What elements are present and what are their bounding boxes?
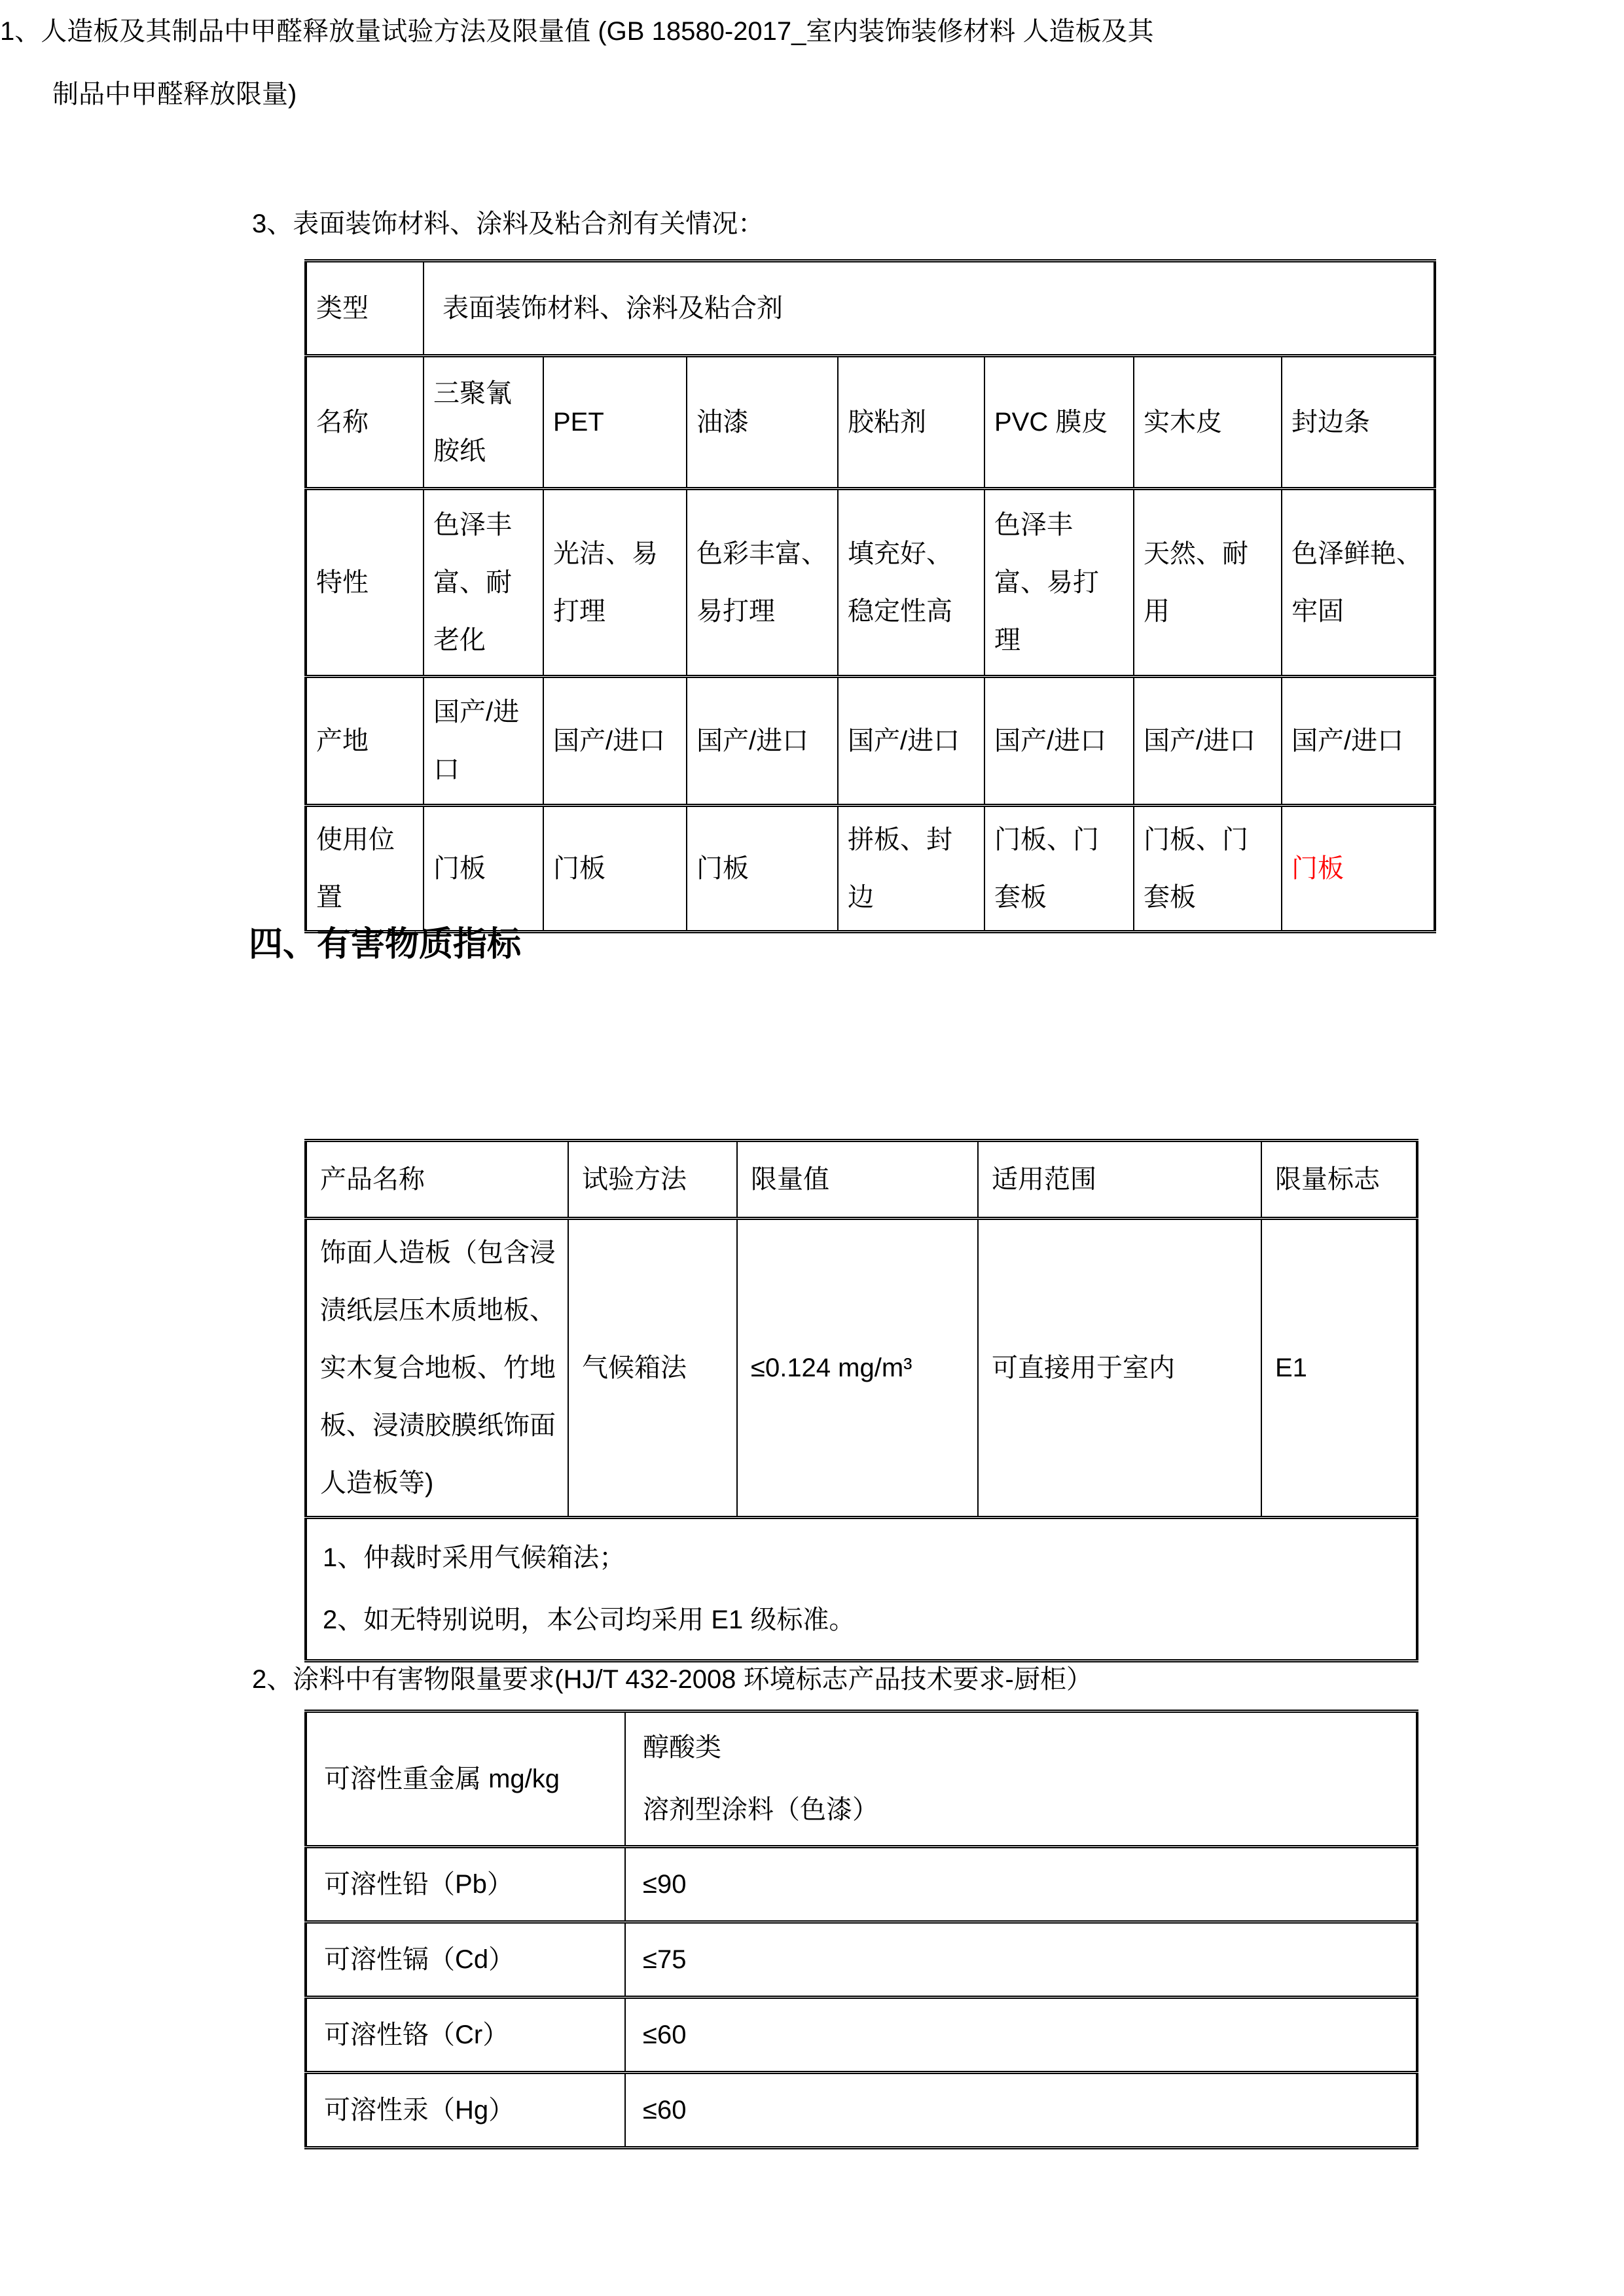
limit-cell: ≤0.124 mg/m³ xyxy=(737,1219,978,1518)
material-position-cell: 拼板、封边 xyxy=(838,806,984,932)
section4-heading: 四、有害物质指标 xyxy=(249,925,522,963)
table-row xyxy=(306,489,1435,677)
material-origin-cell: 国产/进口 xyxy=(1134,677,1282,806)
material-feature-cell: 色彩丰富、易打理 xyxy=(687,489,838,677)
material-origin-cell: 国产/进口 xyxy=(984,677,1134,806)
material-position-cell-highlighted: 门板 xyxy=(1282,806,1435,932)
material-feature-cell: 天然、耐用 xyxy=(1134,489,1282,677)
metal-value-cell: ≤75 xyxy=(625,1922,1417,1998)
metal-value-cell: ≤60 xyxy=(625,1998,1417,2073)
material-origin-cell: 国产/进口 xyxy=(1282,677,1435,806)
material-feature-cell: 色泽鲜艳、牢固 xyxy=(1282,489,1435,677)
material-feature-cell: 色泽丰富、耐老化 xyxy=(424,489,543,677)
metal-value-cell: ≤90 xyxy=(625,1847,1417,1922)
table-row xyxy=(306,261,1435,356)
coating-class-line: 醇酸类 xyxy=(643,1733,721,1762)
type-value: 表面装饰材料、涂料及粘合剂 xyxy=(424,261,1435,356)
material-feature-cell: 填充好、稳定性高 xyxy=(838,489,984,677)
material-feature-cell: 光洁、易打理 xyxy=(543,489,687,677)
material-position-cell: 门板 xyxy=(543,806,687,932)
note-line: 2、如无特别说明，本公司均采用 E1 级标准。 xyxy=(323,1605,856,1634)
para1-line1: 1、人造板及其制品中甲醛释放量试验方法及限量值 (GB 18580-2017_室内装饰装修材料 人造板及其 xyxy=(0,17,1154,46)
material-name-cell: 实木皮 xyxy=(1134,356,1282,489)
para1-line2: 制品中甲醛释放限量) xyxy=(52,80,297,109)
metal-value-cell: ≤60 xyxy=(625,2073,1417,2148)
mark-cell: E1 xyxy=(1261,1219,1417,1518)
para1-formaldehyde-standard xyxy=(0,0,1624,126)
col-header-scope: 适用范围 xyxy=(978,1141,1261,1219)
col-header-limit: 限量值 xyxy=(737,1141,978,1219)
table-row xyxy=(306,806,1435,932)
notes-cell xyxy=(306,1518,1417,1661)
note-line: 1、仲裁时采用气候箱法； xyxy=(323,1543,626,1572)
feature-row-header: 特性 xyxy=(306,489,424,677)
section3-title: 3、表面装饰材料、涂料及粘合剂有关情况： xyxy=(252,209,765,238)
material-position-cell: 门板、门套板 xyxy=(1134,806,1282,932)
metal-label-cell: 可溶性镉（Cd） xyxy=(306,1922,625,1998)
metal-label-cell: 可溶性铅（Pb） xyxy=(306,1847,625,1922)
table-header-row xyxy=(306,1141,1417,1219)
table-row xyxy=(306,2073,1417,2148)
col-header-method: 试验方法 xyxy=(568,1141,737,1219)
heavy-metals-table xyxy=(304,1710,1418,2149)
table-row xyxy=(306,1922,1417,1998)
material-name-cell: 三聚氰胺纸 xyxy=(424,356,543,489)
material-origin-cell: 国产/进口 xyxy=(543,677,687,806)
heavy-metal-header-value xyxy=(625,1712,1417,1847)
material-origin-cell: 国产/进口 xyxy=(838,677,984,806)
table-row xyxy=(306,1847,1417,1922)
name-row-header: 名称 xyxy=(306,356,424,489)
table-header-row xyxy=(306,1712,1417,1847)
material-name-cell: PVC 膜皮 xyxy=(984,356,1134,489)
material-position-cell: 门板、门套板 xyxy=(984,806,1134,932)
table-notes-row xyxy=(306,1518,1417,1661)
coating-type-line: 溶剂型涂料（色漆） xyxy=(643,1795,878,1824)
table-row xyxy=(306,1219,1417,1518)
material-position-cell: 门板 xyxy=(687,806,838,932)
metal-label-cell: 可溶性铬（Cr） xyxy=(306,1998,625,2073)
scope-cell: 可直接用于室内 xyxy=(978,1219,1261,1518)
material-position-cell: 门板 xyxy=(424,806,543,932)
col-header-product: 产品名称 xyxy=(306,1141,568,1219)
para2-coating-standard: 2、涂料中有害物限量要求(HJ/T 432-2008 环境标志产品技术要求-厨柜） xyxy=(252,1665,1092,1694)
table-row xyxy=(306,677,1435,806)
material-name-cell: PET xyxy=(543,356,687,489)
col-header-mark: 限量标志 xyxy=(1261,1141,1417,1219)
material-origin-cell: 国产/进口 xyxy=(687,677,838,806)
origin-row-header: 产地 xyxy=(306,677,424,806)
table-row xyxy=(306,356,1435,489)
formaldehyde-limit-table xyxy=(304,1139,1418,1662)
material-name-cell: 胶粘剂 xyxy=(838,356,984,489)
table-row xyxy=(306,1998,1417,2073)
product-cell: 饰面人造板（包含浸渍纸层压木质地板、实木复合地板、竹地板、浸渍胶膜纸饰面人造板等) xyxy=(306,1219,568,1518)
method-cell: 气候箱法 xyxy=(568,1219,737,1518)
heavy-metal-header-label: 可溶性重金属 mg/kg xyxy=(306,1712,625,1847)
metal-label-cell: 可溶性汞（Hg） xyxy=(306,2073,625,2148)
material-name-cell: 封边条 xyxy=(1282,356,1435,489)
position-row-header: 使用位置 xyxy=(306,806,424,932)
surface-materials-table xyxy=(304,259,1436,933)
material-name-cell: 油漆 xyxy=(687,356,838,489)
material-feature-cell: 色泽丰富、易打理 xyxy=(984,489,1134,677)
material-origin-cell: 国产/进口 xyxy=(424,677,543,806)
type-label: 类型 xyxy=(306,261,424,356)
